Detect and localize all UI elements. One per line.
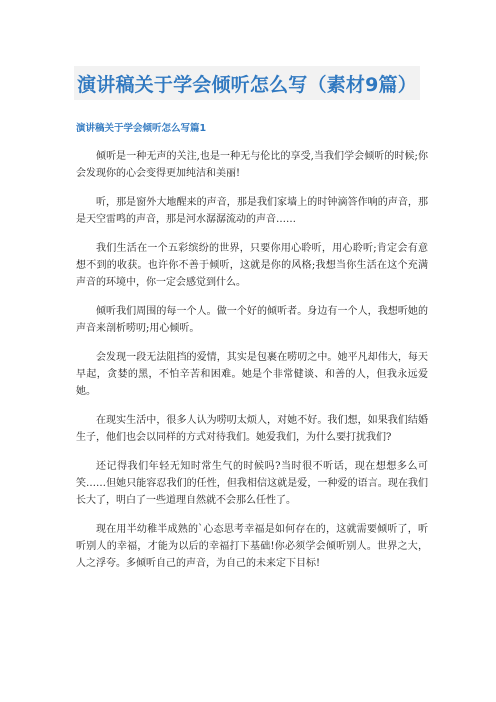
paragraph: 现在用半幼稚半成熟的`心态思考幸福是如何存在的，这就需要倾听了，听听别人的幸福，才能为以后的幸福打下基础!你必须学会倾听别人。世界之大，人之浮夸。多倾听自己的声音，为自己的未来定下目标!: [76, 524, 428, 569]
paragraph: 会发现一段无法阻挡的爱情，其实是包裹在唠叨之中。她平凡却伟大，每天早起，贪婪的黑，不怕辛苦和困难。她是个非常健谈、和善的人，但我永远爱她。: [76, 352, 428, 397]
paragraph: 在现实生活中，很多人认为唠叨太烦人，对她不好。我们想，如果我们结婚生子，他们也会以同样的方式对待我们。她爱我们，为什么要打扰我们?: [76, 415, 428, 443]
article-body: [76, 148, 428, 584]
paragraph: 倾听是一种无声的关注,也是一种无与伦比的享受,当我们学会倾听的时候;你会发现你的心会变得更加纯洁和美丽!: [76, 151, 428, 179]
section-heading: 演讲稿关于学会倾听怎么写篇1: [76, 123, 207, 134]
paragraph: 听，那是窗外大地醒来的声音，那是我们家墙上的时钟滴答作响的声音，那是天空雷鸣的声音，那是河水潺潺流动的声音……: [76, 197, 428, 225]
title-banner: [74, 66, 420, 100]
paragraph: 我们生活在一个五彩缤纷的世界，只要你用心聆听，用心聆听;肯定会有意想不到的收获。也许你不善于倾听，这就是你的风格;我想当你生活在这个充满声音的环境中，你一定会感觉到什么。: [76, 243, 428, 288]
paragraph: 倾听我们周围的每一个人。做一个好的倾听者。身边有一个人，我想听她的声音来剖析唠叨;用心倾听。: [76, 306, 428, 334]
document-title: 演讲稿关于学会倾听怎么写（素材9篇）: [77, 73, 417, 96]
paragraph: 还记得我们年轻无知时常生气的时候吗?当时很不听话，现在想想多么可笑……但她只能容忍我们的任性，但我相信这就是爱，一种爱的语言。现在我们长大了，明白了一些道理自然就不会那么任性了。: [76, 461, 428, 506]
